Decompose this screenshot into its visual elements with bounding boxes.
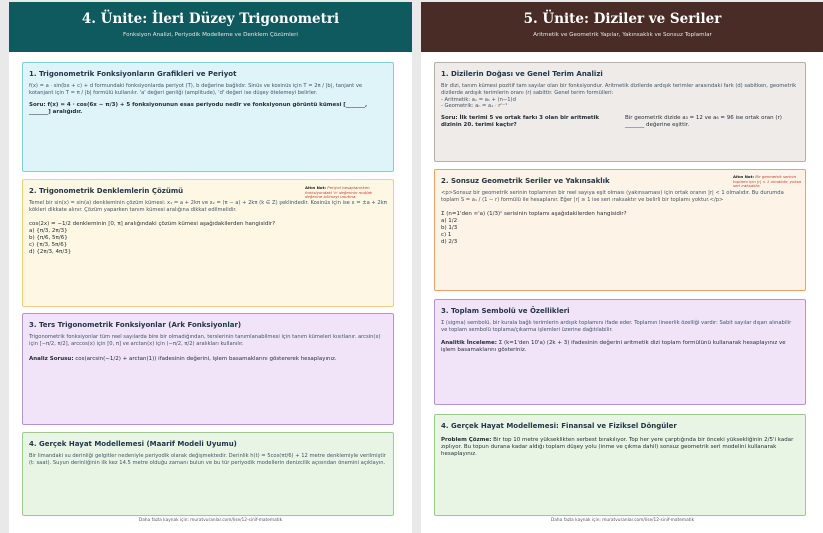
section-card-modeling bbox=[22, 432, 394, 516]
question-label: Analitik İnceleme: bbox=[441, 339, 497, 346]
section-card-sigma bbox=[434, 299, 806, 405]
section-card-sequences bbox=[434, 62, 806, 162]
section-card-equations bbox=[22, 179, 394, 307]
section-heading: 1. Trigonometrik Fonksiyonların Grafikleri ve Periyot bbox=[29, 70, 237, 78]
page-header bbox=[421, 2, 823, 52]
page-title: 5. Ünite: Diziler ve Seriler bbox=[523, 11, 722, 27]
page-footer: Daha fazla kaynak için: muratvuranlar.com/lise/12-sinif-matematik bbox=[138, 518, 283, 523]
page-title: 4. Ünite: İleri Düzey Trigonometri bbox=[81, 11, 340, 27]
section-body: Σ (sigma) sembolü, bir kurala bağlı terimlerin ardışık toplamını ifade eder. Toplamın lineerlik özelliği vardır: Sabit sayılar dışarı alınabilir ve toplam sembolü toplama/çıkarma işlemleri üzerine dağıtılabilir. bbox=[441, 320, 792, 333]
golden-note-text: Periyot hesaplanırken fonksiyondaki 'b' değerinin mutlak değerine bölmeyi unutma. bbox=[305, 185, 373, 200]
page-unit-4 bbox=[9, 2, 412, 533]
section-body: Bir limandaki su derinliği gelgitler nedeniyle periyodik olarak değişmektedir. Derinlik h(t) = 5cos(πt/6) + 12 metre denklemiyle verilmiştir (t: saat). Suyun derinliğinin ilk kez 14.5 metre olduğu zamanı bulun ve bu tür periyodik modellerin denizcilik açısından önemini açıklayın. bbox=[29, 453, 386, 466]
question-text: Soru: f(x) = 4 · cos(6x − π/3) + 5 fonksiyonunun esas periyodu nedir ve fonksiyonun görüntü kümesi [_______, _______] aralığıdır. bbox=[29, 101, 368, 115]
question-body: Bir top 10 metre yükseklikten serbest bırakılıyor. Top her yere çarptığında bir önceki yüksekliğinin 2/5'i kadar zıplıyor. Bu topun durana kadar aldığı toplam düşey yolu (inme ve çıkma dahil) sonsuz geometrik seri modelini kullanarak hesaplayınız. bbox=[441, 437, 794, 457]
option-c: c) {π/3, 5π/6} bbox=[29, 241, 68, 248]
question-body: cos(arcsin(−1/2) + arctan(1)) ifadesinin değerini, işlem basamaklarını göstererek hesaplayınız. bbox=[75, 355, 337, 362]
section-body: <p>Sonsuz bir geometrik serinin toplamının bir reel sayıya eşit olması (yakınsaması) için ortak oranın |r| < 1 olmalıdır. Bu durumda toplam S = a₁ / (1 − r) formülü ile hesaplanır. Eğer |r| ≥ 1 ise seri ıraksaktır ve belirli bir toplamı yoktur.</p> bbox=[441, 190, 784, 203]
question-row bbox=[441, 115, 799, 129]
section-card-modeling bbox=[434, 414, 806, 516]
golden-note bbox=[305, 186, 389, 200]
question-text bbox=[441, 340, 799, 354]
question-text: Bir geometrik dizide a₃ = 12 ve a₆ = 96 ise ortak oran (r) _______ değerine eşittir. bbox=[625, 115, 782, 129]
question-text: Soru: İlk terimi 5 ve ortak farkı 3 olan bir aritmetik dizinin 20. terimi kaçtır? bbox=[441, 115, 600, 129]
page-unit-5 bbox=[421, 2, 823, 533]
question-text: Σ (n=1'den ∞'a) (1/3)ⁿ serisinin toplamı aşağıdakilerden hangisidir? bbox=[441, 210, 627, 217]
golden-note bbox=[733, 175, 803, 189]
question-text bbox=[441, 437, 799, 458]
option-b: b) 1/3 bbox=[441, 224, 458, 231]
option-a: a) 1/2 bbox=[441, 217, 458, 224]
question-text bbox=[29, 356, 387, 363]
section-heading: 4. Gerçek Hayat Modellemesi (Maarif Modeli Uyumu) bbox=[29, 440, 237, 448]
section-card-inverse bbox=[22, 313, 394, 425]
question-label: Problem Çözme: bbox=[441, 437, 492, 443]
section-body: Bir dizi, tanım kümesi pozitif tam sayılar olan bir fonksiyondur. Aritmetik dizilerde ardışık terimler arasındaki fark (d) sabitken, geometrik dizilerde ardışık terimlerin oranı (r) sabittir. Genel terim formülleri: bbox=[441, 83, 797, 96]
page-header bbox=[9, 2, 412, 52]
section-heading: 1. Dizilerin Doğası ve Genel Terim Analizi bbox=[441, 70, 603, 78]
section-card-graphs bbox=[22, 62, 394, 172]
section-heading: 3. Toplam Sembolü ve Özellikleri bbox=[441, 307, 570, 315]
option-b: b) {π/6, 5π/6} bbox=[29, 234, 68, 241]
question-label: Analiz Sorusu: bbox=[29, 355, 74, 362]
option-c: c) 1 bbox=[441, 231, 452, 238]
page-subtitle: Fonksiyon Analizi, Periyodik Modelleme ve Denklem Çözümleri bbox=[123, 32, 298, 38]
section-card-infinite-series bbox=[434, 169, 806, 291]
option-d: d) 2/3 bbox=[441, 238, 458, 245]
section-body: f(x) = a · sin(bx + c) + d formundaki fonksiyonlarda periyot (T), b değerine bağlıdır. Sinüs ve kosinüs için T = 2π / |b|, tanjant ve kotanjant için T = π / |b| formülü kullanılır. 'a' değeri genliği (amplitude), 'd' değeri ise düşey ötelemeyi belirler. bbox=[29, 83, 363, 96]
option-d: d) {2π/3, 4π/3} bbox=[29, 248, 72, 255]
section-heading: 3. Ters Trigonometrik Fonksiyonlar (Ark Fonksiyonlar) bbox=[29, 321, 242, 329]
section-heading: 4. Gerçek Hayat Modellemesi: Finansal ve Fiziksel Döngüler bbox=[441, 422, 677, 430]
section-body: Trigonometrik fonksiyonlar tüm reel sayılarda bire bir olmadığından, terslerinin tanımlanabilmesi için tanım kümeleri kısıtlanır. arcsin(x) için [−π/2, π/2], arccos(x) için [0, π] ve arctan(x) için (−π/2, π/2) aralıkları kullanılır. bbox=[29, 334, 381, 347]
formula-geometric: - Geometrik: aₙ = a₁ · rⁿ⁻¹ bbox=[441, 103, 508, 110]
section-body: Temel bir sin(x) = sin(a) denkleminin çözüm kümesi: x₁ = a + 2kπ ve x₂ = (π − a) + 2kπ (k ∈ Z) şeklindedir. Kosinüs için ise x = ±a + 2kπ kökleri dikkate alınır. Çözüm yaparken tanım kümesi aralığına dikkat edilmelidir. bbox=[29, 200, 387, 213]
golden-note-label: Altın Not: bbox=[305, 185, 327, 190]
option-a: a) {π/3, 2π/3} bbox=[29, 227, 68, 234]
golden-note-label: Altın Not: bbox=[733, 174, 755, 179]
section-heading: 2. Sonsuz Geometrik Seriler ve Yakınsaklık bbox=[441, 177, 610, 185]
page-subtitle: Aritmetik ve Geometrik Yapılar, Yakınsaklık ve Sonsuz Toplamlar bbox=[533, 32, 712, 38]
question-text: cos(2x) = −1/2 denkleminin [0, π] aralığındaki çözüm kümesi aşağıdakilerden hangisidir? bbox=[29, 220, 276, 227]
page-footer: Daha fazla kaynak için: muratvuranlar.com/lise/12-sinif-matematik bbox=[550, 518, 695, 523]
formula-arithmetic: - Aritmetik: aₙ = a₁ + (n−1)d bbox=[441, 96, 516, 103]
golden-note-text: Bir geometrik serinin toplamı için |r| < 1 olmalıdır, yoksa seri ıraksaktır. bbox=[733, 174, 802, 189]
section-heading: 2. Trigonometrik Denklemlerin Çözümü bbox=[29, 187, 184, 195]
question-body: Σ (k=1'den 10'a) (2k + 3) ifadesinin değerini aritmetik dizi toplam formülünü kullanarak hesaplayınız ve işlem basamaklarını gösteriniz. bbox=[441, 339, 786, 353]
